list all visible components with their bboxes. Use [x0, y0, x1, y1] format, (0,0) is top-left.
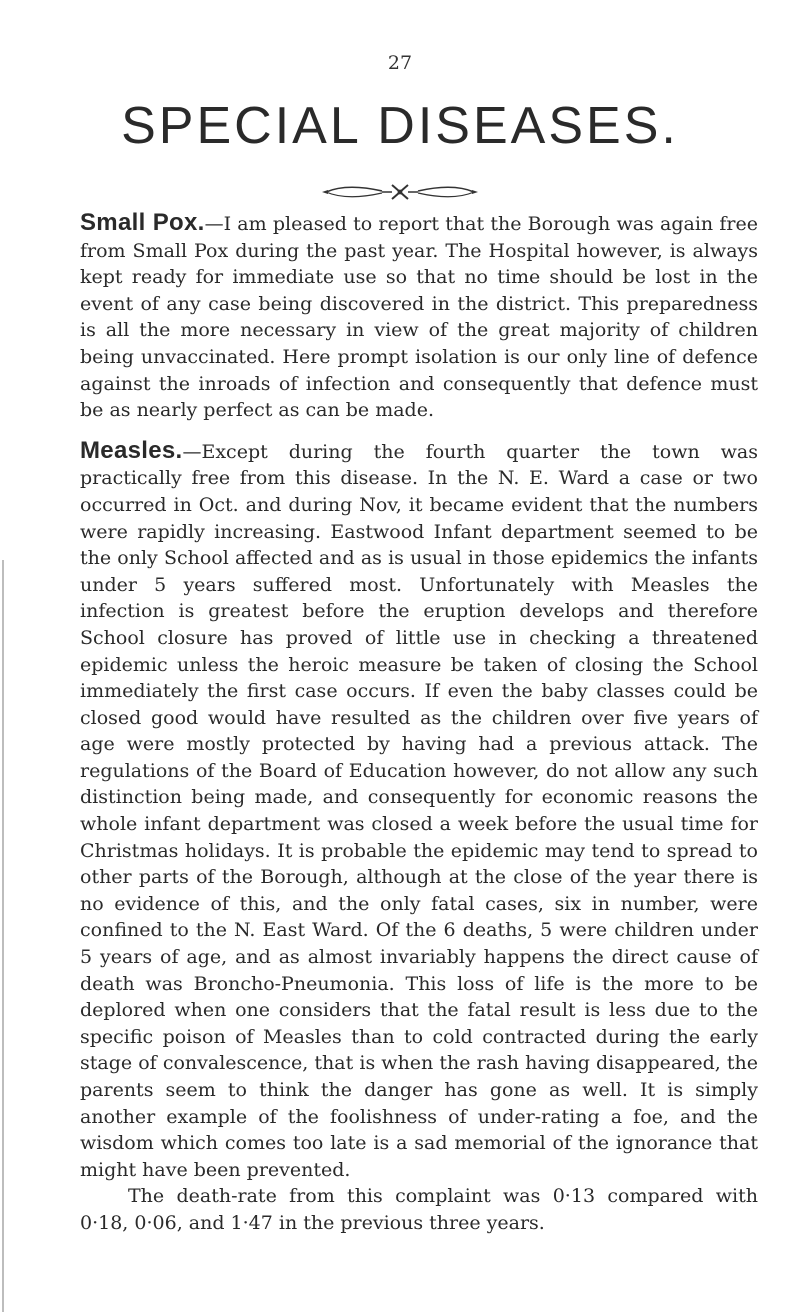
body-text [80, 210, 758, 1251]
measles-heading: Measles. [80, 436, 183, 464]
page-title: SPECIAL DISEASES. [121, 97, 679, 155]
page-edge-line [2, 560, 4, 1312]
flourish-divider-icon [320, 180, 480, 204]
small-pox-text: —I am pleased to report that the Borough was again free from Small Pox during the past year. The Hospital however, is always kept ready for immediate use so that no time should be lost in the event of any case being discovered in the district. This preparedness is all the more necessary in view of the great majority of children being unvaccinated. Here prompt isolation is our only line of defence against the inroads of infection and consequently that defence must be as nearly perfect as can be made. [80, 213, 758, 422]
measles-paragraph [80, 438, 758, 1184]
death-rate-paragraph: The death-rate from this complaint was 0·13 compared with 0·18, 0·06, and 1·47 in the previous three years. [80, 1185, 758, 1234]
small-pox-paragraph [80, 210, 758, 424]
page-number: 27 [387, 52, 413, 74]
small-pox-heading: Small Pox. [80, 209, 205, 236]
measles-text: —Except during the fourth quarter the town was practically free from this disease. In the N. E. Ward a case or two occurred in Oct. and during Nov, it became evident that the numbers were rapidly increasing. Eastwood Infant department seemed to be the only School affected and as is usual in those epidemics the infants under 5 years suffered most. Unfortunately with Measles the infection is greatest before the eruption develops and therefore School closure has proved of little use in checking a threatened epidemic unless the heroic measure be taken of closing the School immediately the first case occurs. If even the baby classes could be closed good would have resulted as the children over five years of age were mostly protected by having had a previous attack. The regulations of the Board of Education however, do not allow any such distinction being made, and consequently for economic reasons the whole infant department was closed a week before the usual time for Christmas holidays. It is probable the epidemic may tend to spread to other parts of the Borough, although at the close of the year there is no evidence of this, and the only fatal cases, six in number, were confined to the N. East Ward. Of the 6 deaths, 5 were children under 5 years of age, and as almost invariably happens the direct cause of death was Broncho-Pneumonia. This loss of life is the more to be deplored when one considers that the fatal result is less due to the specific poison of Measles than to cold contracted during the early stage of convalescence, that is when the rash having disappeared, the parents seem to think the danger has gone as well. It is simply another example of the foolishness of under-rating a foe, and the wisdom which comes too late is a sad memorial of the ignorance that might have been prevented. [80, 440, 758, 1181]
